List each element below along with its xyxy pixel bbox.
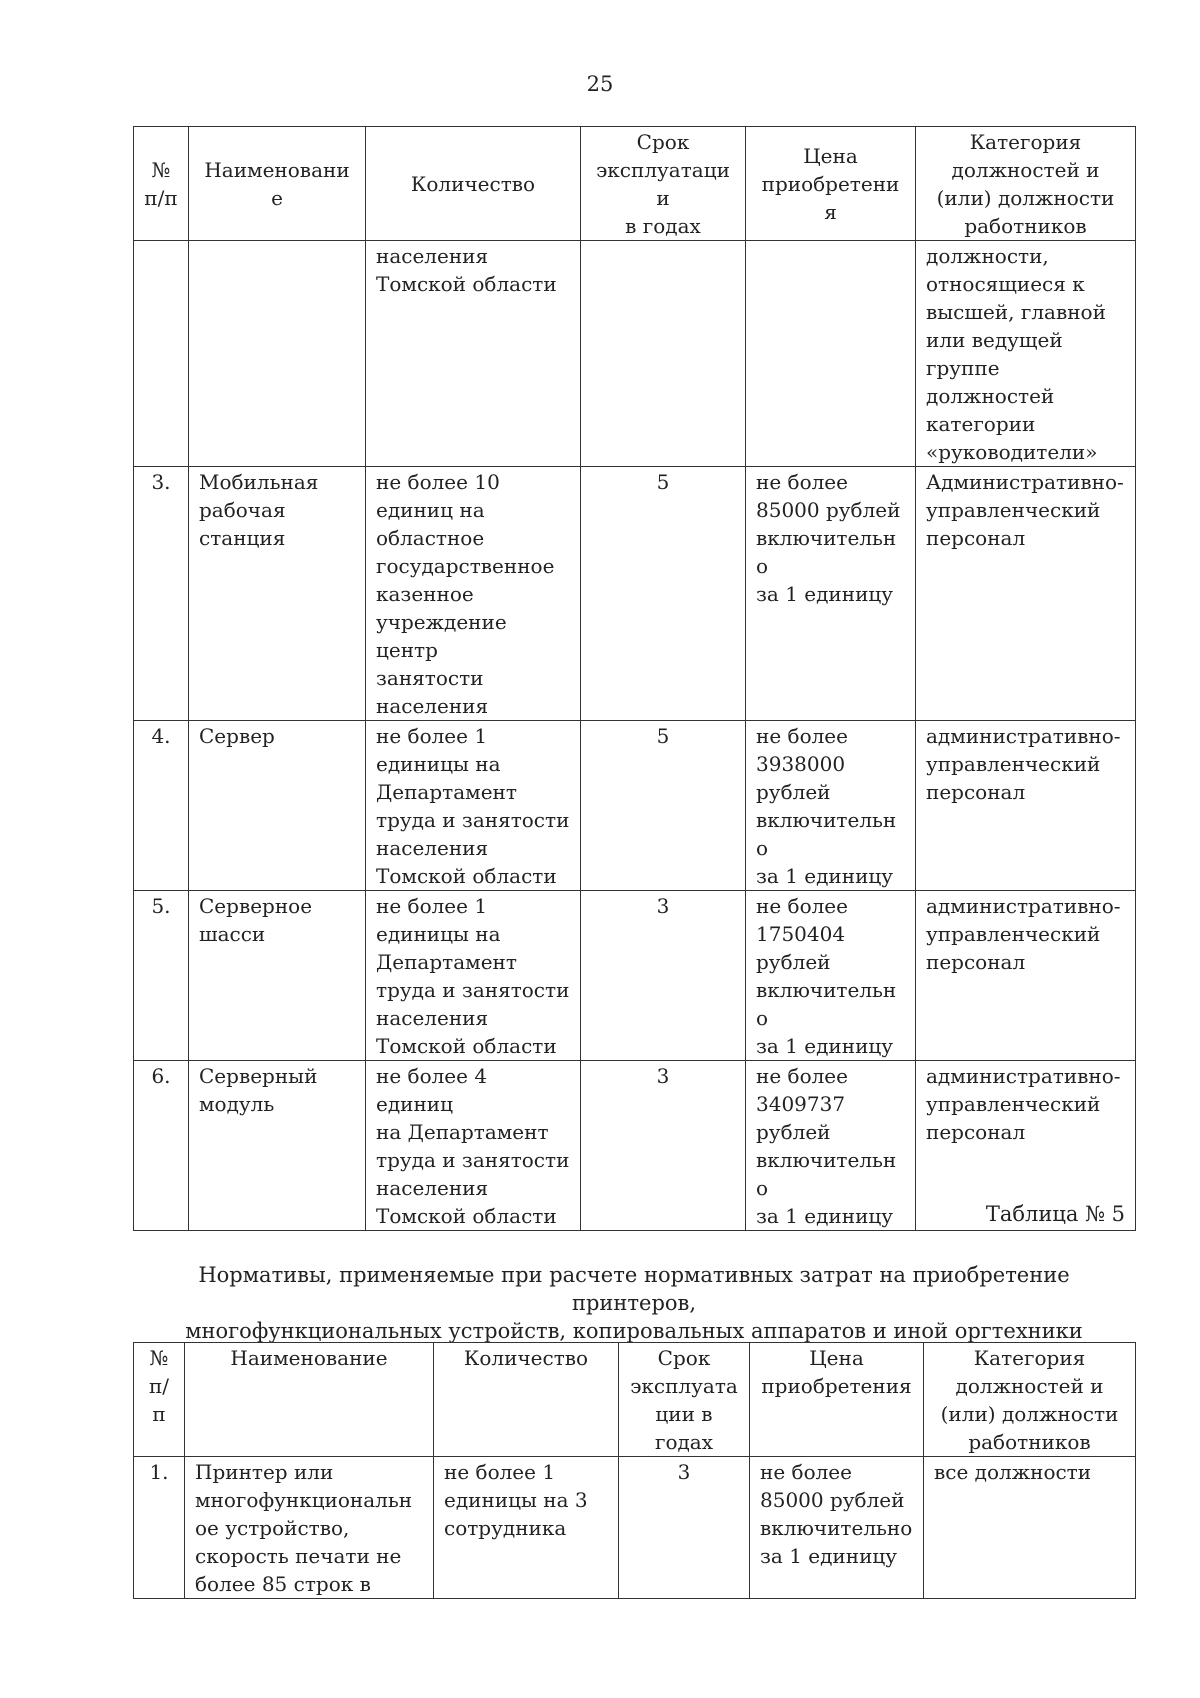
- cell-name: [189, 241, 366, 467]
- header-name: Наименование: [189, 127, 366, 241]
- cell-number: 1.: [134, 1457, 185, 1599]
- table-caption: Таблица № 5: [985, 1202, 1125, 1226]
- table-header-row: [134, 127, 1136, 241]
- cell-service-life: 3: [581, 1061, 746, 1231]
- cell-name: Мобильная рабочая станция: [189, 467, 366, 721]
- header-category: Категория должностей и (или) должности работников: [916, 127, 1136, 241]
- cell-name: Сервер: [189, 721, 366, 891]
- cell-category: все должности: [924, 1457, 1136, 1599]
- table-row: [134, 467, 1136, 721]
- cell-price: не более 85000 рублей включительно за 1 единицу: [750, 1457, 924, 1599]
- header-number: № п/ п: [134, 1343, 185, 1457]
- header-quantity: Количество: [434, 1343, 619, 1457]
- equipment-table: [133, 126, 1136, 1231]
- cell-number: 3.: [134, 467, 189, 721]
- cell-number: 4.: [134, 721, 189, 891]
- cell-category: административно- управленческий персонал: [916, 891, 1136, 1061]
- cell-service-life: [581, 241, 746, 467]
- cell-quantity: не более 1 единицы на Департамент труда и занятости населения Томской области: [366, 891, 581, 1061]
- cell-quantity: не более 1 единицы на Департамент труда и занятости населения Томской области: [366, 721, 581, 891]
- cell-price: не более 85000 рублей включительно за 1 единицу: [746, 467, 916, 721]
- table-title: Нормативы, применяемые при расчете нормативных затрат на приобретение принтеров, многофункциональных устройств, копировальных аппаратов и иной оргтехники: [185, 1263, 1083, 1343]
- cell-number: [134, 241, 189, 467]
- cell-price: не более 3938000 рублей включительно за 1 единицу: [746, 721, 916, 891]
- table-header-row: [134, 1343, 1136, 1457]
- cell-service-life: 5: [581, 467, 746, 721]
- header-category: Категория должностей и (или) должности работников: [924, 1343, 1136, 1457]
- cell-category: административно- управленческий персонал: [916, 721, 1136, 891]
- header-number: № п/п: [134, 127, 189, 241]
- header-price: Цена приобретения: [746, 127, 916, 241]
- cell-category: административно- управленческий персонал: [916, 1061, 1136, 1231]
- cell-quantity: населения Томской области: [366, 241, 581, 467]
- table-row: [134, 891, 1136, 1061]
- table-row: [134, 241, 1136, 467]
- cell-quantity: не более 4 единиц на Департамент труда и занятости населения Томской области: [366, 1061, 581, 1231]
- header-service-life: Срок эксплуата ции в годах: [619, 1343, 750, 1457]
- table-row: [134, 1457, 1136, 1599]
- table-row: [134, 721, 1136, 891]
- header-name: Наименование: [185, 1343, 434, 1457]
- cell-price: [746, 241, 916, 467]
- cell-quantity: не более 10 единиц на областное государственное казенное учреждение центр занятости населения: [366, 467, 581, 721]
- cell-number: 5.: [134, 891, 189, 1061]
- cell-category: Административно- управленческий персонал: [916, 467, 1136, 721]
- cell-service-life: 5: [581, 721, 746, 891]
- cell-name: Серверное шасси: [189, 891, 366, 1061]
- cell-name: Принтер или многофункциональн ое устройство, скорость печати не более 85 строк в: [185, 1457, 434, 1599]
- cell-service-life: 3: [581, 891, 746, 1061]
- cell-quantity: не более 1 единицы на 3 сотрудника: [434, 1457, 619, 1599]
- header-price: Цена приобретения: [750, 1343, 924, 1457]
- page-number: 25: [586, 72, 614, 96]
- cell-name: Серверный модуль: [189, 1061, 366, 1231]
- header-service-life: Срок эксплуатации в годах: [581, 127, 746, 241]
- cell-price: не более 1750404 рублей включительно за 1 единицу: [746, 891, 916, 1061]
- cell-service-life: 3: [619, 1457, 750, 1599]
- cell-category: должности, относящиеся к высшей, главной или ведущей группе должностей категории «руководители»: [916, 241, 1136, 467]
- office-equipment-table: [133, 1342, 1136, 1599]
- cell-number: 6.: [134, 1061, 189, 1231]
- header-quantity: Количество: [366, 127, 581, 241]
- cell-price: не более 3409737 рублей включительно за 1 единицу: [746, 1061, 916, 1231]
